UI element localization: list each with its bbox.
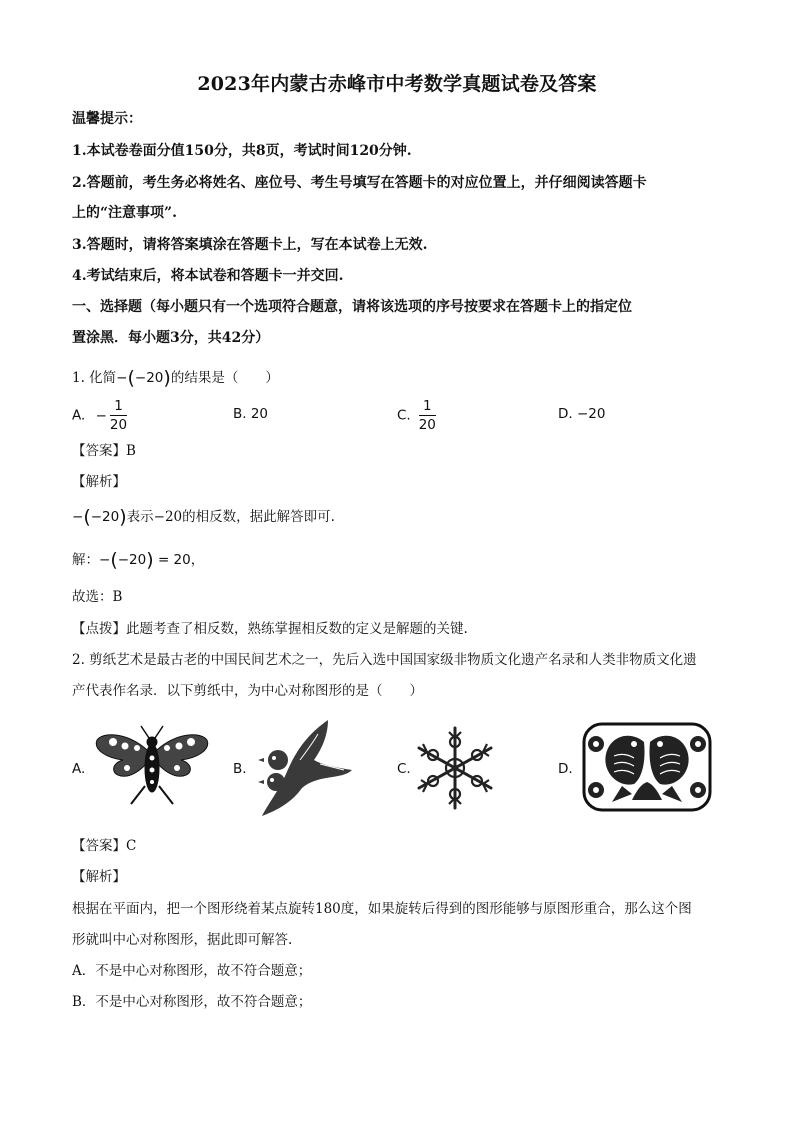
q1-comment: 【点拨】此题考查了相反数，熟练掌握相反数的定义是解题的关键. [72,621,468,637]
notice-item-2-cont: 上的“注意事项”. [72,205,177,221]
q2-analysis-b: B．不是中心对称图形，故不符合题意； [72,994,312,1010]
q2-analysis-a: A．不是中心对称图形，故不符合题意； [72,963,312,979]
notice-item-4: 4.考试结束后，将本试卷和答题卡一并交回. [72,268,344,284]
q1-answer: 【答案】B [72,443,136,459]
q1-option-d: D. −20 [558,406,606,422]
q2-option-d-label: D. [558,761,573,777]
q2-analysis-line2: 形就叫中心对称图形，据此即可解答. [72,932,293,948]
q1-option-a: A. − $\frac{1}{20}$ [72,398,128,433]
q1-option-c: C. $\frac{1}{20}$ [397,398,436,433]
q1-expression: −(−20) [116,367,171,389]
q1-option-b: B. 20 [233,406,269,422]
snowflake-papercut-image [415,724,495,816]
q2-option-a-label: A. [72,761,86,777]
q2-analysis-label: 【解析】 [72,869,126,885]
butterfly-papercut-image [93,724,211,810]
fish-papercut-image [582,722,712,816]
q1-analysis-label: 【解析】 [72,474,126,490]
q2-option-c-label: C. [397,761,411,777]
q1-prefix: 1. 化简 [72,370,117,386]
q1-suffix: 的结果是（ ） [170,370,279,386]
q1-choice: 故选：B [72,589,123,605]
notice-item-3: 3.答题时，请将答案填涂在答题卡上，写在本试卷上无效. [72,237,428,253]
q2-analysis-line1: 根据在平面内，把一个图形绕着某点旋转180度，如果旋转后得到的图形能够与原图形重合，那么这个图 [72,901,692,917]
notice-item-1: 1.本试卷卷面分值150分，共8页，考试时间120分钟. [72,143,412,159]
notice-item-2: 2.答题前，考生务必将姓名、座位号、考生号填写在答题卡的对应位置上，并仔细阅读答题卡 [72,175,647,191]
section-heading-line2: 置涂黑．每小题3分，共42分） [72,330,270,346]
q1-solution: 解：−(−20) = 20， [72,549,205,571]
page-title: 2023年内蒙古赤峰市中考数学真题试卷及答案 [197,73,597,95]
q1-analysis-text: −(−20)表示−20的相反数，据此解答即可. [72,506,335,528]
question-2-line1: 2. 剪纸艺术是最古老的中国民间艺术之一，先后入选中国国家级非物质文化遗产名录和人类非物质文化遗 [72,652,697,668]
question-2-line2: 产代表作名录．以下剪纸中，为中心对称图形的是（ ） [72,683,423,699]
section-heading-line1: 一、选择题（每小题只有一个选项符合题意，请将该选项的序号按要求在答题卡上的指定位 [72,299,632,315]
question-1 [72,368,732,388]
notice-heading: 温馨提示： [72,111,142,127]
q2-answer: 【答案】C [72,838,137,854]
swallow-papercut-image [258,714,354,824]
q2-option-b-label: B. [233,761,247,777]
